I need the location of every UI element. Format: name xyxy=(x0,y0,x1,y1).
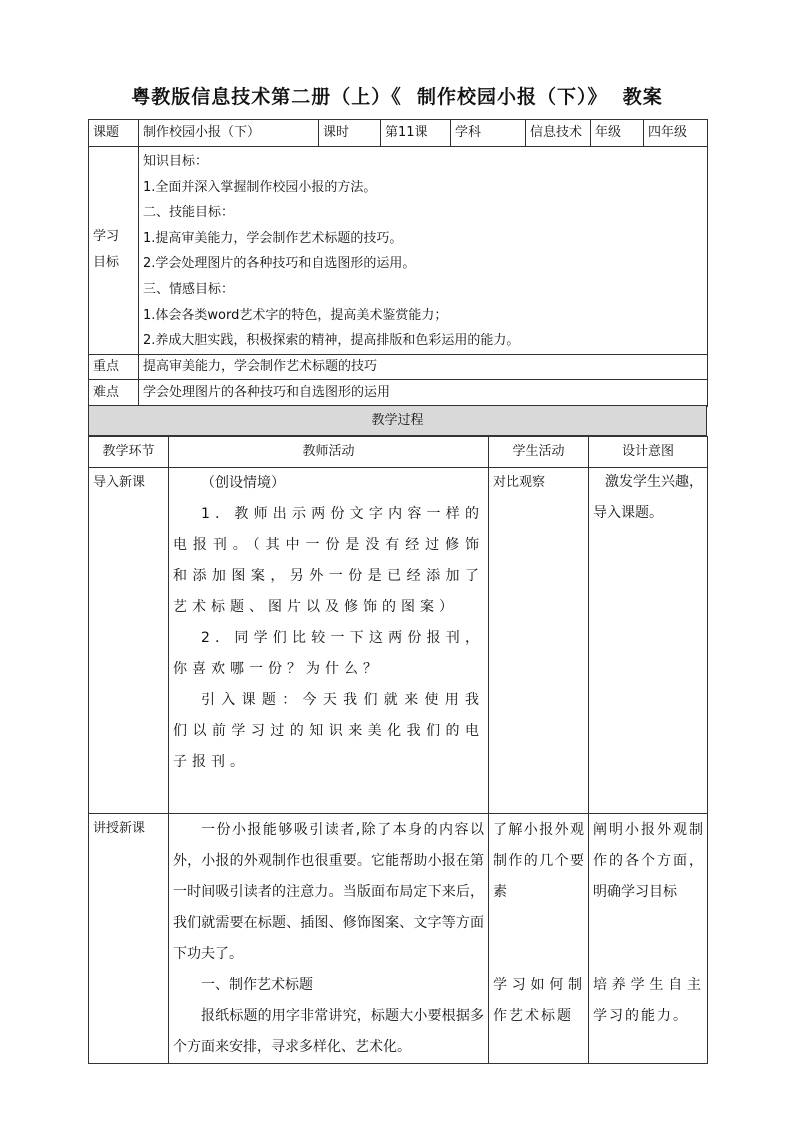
stage-cell xyxy=(89,468,169,814)
table-row xyxy=(89,468,708,814)
column-header-teacher: 教师活动 xyxy=(169,437,489,468)
design-intent: 培养学生自主学习的能力。 xyxy=(593,977,703,1024)
teacher-paragraph: （创设情境） xyxy=(201,475,285,491)
goal-line: 三、情感目标： xyxy=(143,281,235,297)
goal-line: 1.体会各类word艺术字的特色，提高美术鉴赏能力； xyxy=(143,307,448,323)
process-column-headers xyxy=(89,437,708,468)
table-row xyxy=(89,814,708,1064)
teacher-activity-cell xyxy=(169,468,489,814)
goals-label-line-2: 目标 xyxy=(93,255,120,271)
goal-line: 1.提高审美能力，学会制作艺术标题的技巧。 xyxy=(143,230,403,246)
teacher-paragraph: 引入课题：今天我们就来使用我们以前学习过的知识来美化我们的电子报刊。 xyxy=(173,692,484,770)
teacher-paragraph: 一、制作艺术标题 xyxy=(201,977,313,993)
column-header-student: 学生活动 xyxy=(489,437,589,468)
lesson-info-table xyxy=(88,119,708,407)
teacher-activity-cell xyxy=(169,814,489,1064)
difficulty-value: 学会处理图片的各种技巧和自选图形的运用 xyxy=(139,379,708,406)
key-point-value: 提高审美能力，学会制作艺术标题的技巧 xyxy=(139,354,708,379)
student-activity: 对比观察 xyxy=(493,475,546,490)
goals-label xyxy=(89,147,139,355)
goal-line: 2.养成大胆实践，积极探索的精神，提高排版和色彩运用的能力。 xyxy=(143,333,520,349)
column-header-stage: 教学环节 xyxy=(89,437,169,468)
design-intent-cell xyxy=(589,814,708,1064)
goals-content xyxy=(139,147,708,355)
subject-value: 信息技术 xyxy=(526,120,591,147)
goals-label-line-1: 学习 xyxy=(93,229,120,245)
teaching-process-header: 教学过程 xyxy=(88,405,707,436)
difficulty-label: 难点 xyxy=(89,379,139,406)
stage-label: 讲授新课 xyxy=(93,821,146,836)
design-intent-cell xyxy=(589,468,708,814)
column-header-intent: 设计意图 xyxy=(589,437,708,468)
design-intent: 阐明小报外观制作的各个方面，明确学习目标 xyxy=(593,822,703,900)
grade-label: 年级 xyxy=(591,120,644,147)
key-point-label: 重点 xyxy=(89,354,139,379)
grade-value: 四年级 xyxy=(644,120,708,147)
student-activity: 了解小报外观制作的几个要素 xyxy=(493,822,584,900)
period-label: 课时 xyxy=(319,120,381,147)
stage-cell xyxy=(89,814,169,1064)
design-intent: 激发学生兴趣，导入课题。 xyxy=(593,474,703,521)
teacher-paragraph: 1．教师出示两份文字内容一样的电报刊。（其中一份是没有经过修饰和添加图案，另外一份是已经添加了艺术标题、图片以及修饰的图案） xyxy=(173,506,484,615)
student-activity-cell xyxy=(489,468,589,814)
stage-label: 导入新课 xyxy=(93,475,146,490)
document-title: 粤教版信息技术第二册（上）《 制作校园小报（下）》 教案 xyxy=(131,86,663,108)
teacher-paragraph: 报纸标题的用字非常讲究，标题大小要根据多个方面来安排，寻求多样化、艺术化。 xyxy=(173,1008,484,1055)
student-activity: 学习如何制作艺术标题 xyxy=(493,977,584,1024)
course-value: 制作校园小报（下） xyxy=(139,120,319,147)
period-value: 第11课 xyxy=(381,120,451,147)
goal-line: 二、技能目标： xyxy=(143,205,235,221)
goal-line: 知识目标： xyxy=(143,154,209,169)
teaching-process-table xyxy=(88,436,708,1064)
subject-label: 学科 xyxy=(451,120,526,147)
student-activity-cell xyxy=(489,814,589,1064)
goal-line: 1.全面并深入掌握制作校园小报的方法。 xyxy=(143,179,377,195)
goal-line: 2.学会处理图片的各种技巧和自选图形的运用。 xyxy=(143,256,416,272)
course-label: 课题 xyxy=(89,120,139,147)
teacher-paragraph: 2．同学们比较一下这两份报刊，你喜欢哪一份？为什么？ xyxy=(173,630,484,677)
teacher-paragraph: 一份小报能够吸引读者,除了本身的内容以外，小报的外观制作也很重要。它能帮助小报在第一时间吸引读者的注意力。当版面布局定下来后，我们就需要在标题、插图、修饰图案、文字等方面下功夫了。 xyxy=(173,822,484,962)
